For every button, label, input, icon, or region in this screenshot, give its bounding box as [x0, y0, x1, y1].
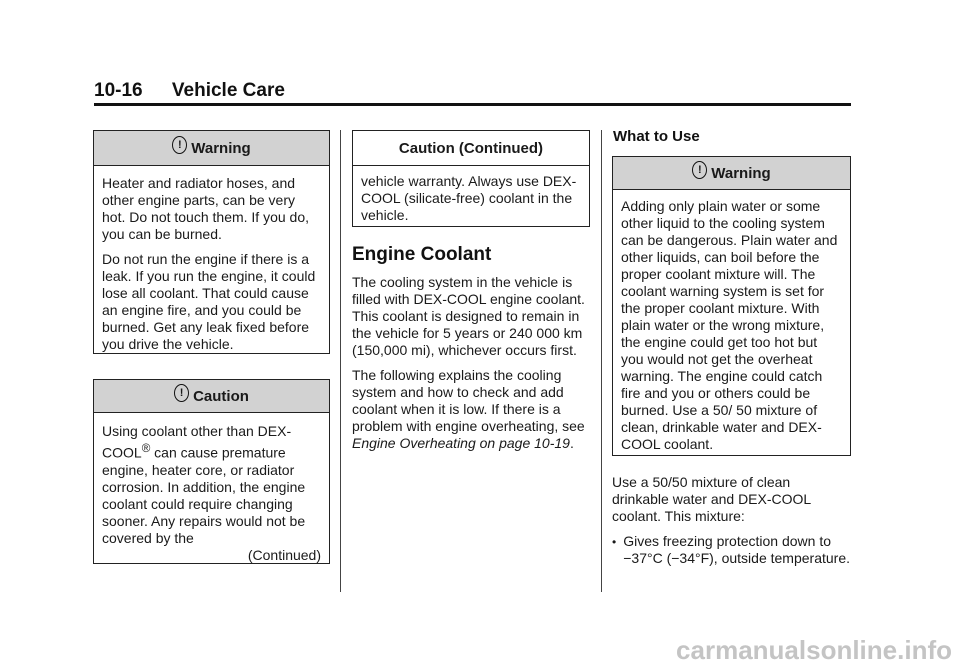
registered-mark: ® — [141, 442, 151, 455]
caution-box-header — [94, 380, 329, 413]
section-title: Vehicle Care — [171, 80, 285, 101]
list-item-text: Gives freezing protection down to −37°C (−34°F), outside temperature. — [623, 533, 850, 566]
mixture-paragraph: Use a 50/50 mixture of clean drinkable water and DEX-COOL coolant. This mixture: — [612, 474, 811, 524]
warning-icon: ! — [172, 136, 187, 154]
list-item — [612, 533, 850, 567]
warning-box-header — [613, 157, 850, 190]
caution-continued-title: Caution (Continued) — [398, 139, 544, 157]
warning-box-header — [94, 131, 329, 166]
watermark: carmanualsonline.info — [676, 635, 952, 665]
caution-continued-box — [352, 130, 590, 227]
column-divider-1 — [340, 130, 341, 592]
paragraph-2-end: . — [569, 435, 574, 451]
engine-coolant-text — [352, 274, 592, 460]
caution-text — [102, 423, 321, 547]
caution-continued-text: vehicle warranty. Always use DEX-COOL (silicate-free) coolant in the vehicle. — [361, 173, 577, 223]
caution-continued-header — [353, 131, 589, 166]
column-divider-2 — [601, 130, 602, 592]
caution-icon: ! — [174, 384, 189, 402]
warning-paragraph: Adding only plain water or some other liquid to the cooling system can be dangerous. Plain water and other liquids, can boil before the proper coolant mixture will. The coolant warning system is set for the proper coolant mixture. With plain water or the wrong mixture, the engine could get too hot but you would not get the overheat warning. The engine could catch fire and you or others could be burned. Use a 50/ 50 mixture of clean, drinkable water and DEX-COOL coolant. — [621, 198, 838, 452]
warning-paragraph: Heater and radiator hoses, and other engine parts, can be very hot. Do not touch them. If you do, you can be burned. — [102, 175, 310, 242]
caution-continued-body — [353, 166, 589, 224]
warning-title: Warning — [711, 164, 771, 182]
engine-coolant-paragraph-2 — [352, 367, 592, 452]
warning-box-body — [613, 190, 850, 453]
caution-title: Caution — [193, 387, 249, 405]
bullet-icon: • — [612, 535, 617, 549]
header-rule — [94, 103, 851, 106]
cross-reference-link[interactable]: Engine Overheating on page 10-19 — [352, 435, 570, 451]
page-header — [94, 80, 285, 102]
continued-label: (Continued) — [247, 546, 321, 563]
caution-box-coolant — [93, 379, 330, 564]
engine-coolant-heading: Engine Coolant — [352, 244, 492, 265]
mixture-text — [612, 474, 850, 567]
warning-title: Warning — [191, 139, 251, 157]
warning-box-plain-water — [612, 156, 851, 456]
caution-box-body — [94, 413, 329, 564]
warning-box-body — [94, 166, 329, 353]
caution-text-end: can cause premature engine, heater core, or radiator corrosion. In addition, the engine coolant could require changing sooner. Any repairs would not be covered by the — [102, 444, 306, 546]
caution-text-start: Using coolant other than DEX-COOL — [102, 423, 292, 461]
warning-box-hot-parts — [93, 130, 330, 354]
what-to-use-heading: What to Use — [613, 128, 700, 145]
paragraph-2-text: The following explains the cooling system and how to check and add coolant when it is low. If there is a problem with engine overheating, see — [352, 367, 585, 434]
warning-icon: ! — [692, 161, 707, 179]
engine-coolant-paragraph-1: The cooling system in the vehicle is filled with DEX-COOL engine coolant. This coolant is designed to remain in the vehicle for 5 years or 240 000 km (150,000 mi), whichever occurs first. — [352, 274, 585, 358]
warning-paragraph: Do not run the engine if there is a leak. If you run the engine, it could lose all coolant. That could cause an engine fire, and you could be burned. Get any leak fixed before you drive the vehicle. — [102, 251, 316, 352]
page-number: 10-16 — [94, 80, 143, 101]
